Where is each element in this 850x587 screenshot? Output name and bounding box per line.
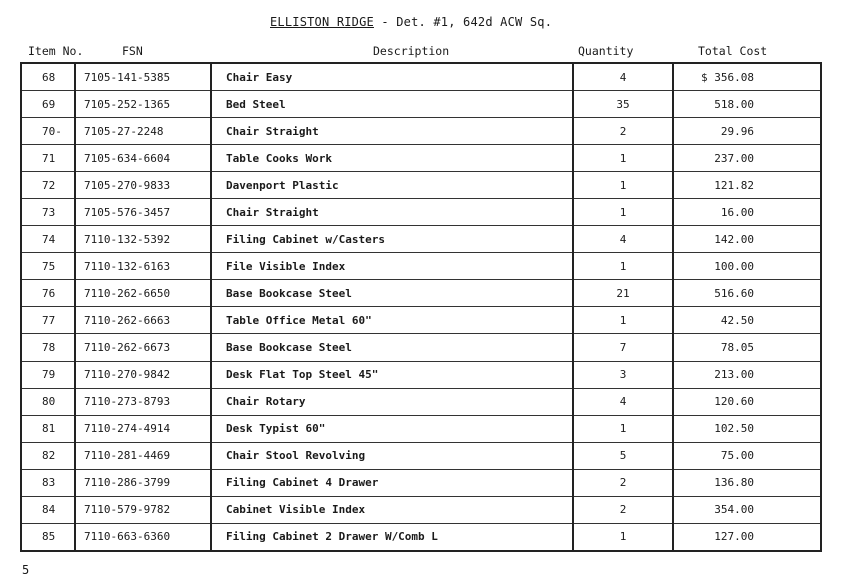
description-cell: Chair Stool Revolving	[211, 442, 573, 469]
item-number-cell: 72	[21, 172, 75, 199]
item-number-cell: 82	[21, 442, 75, 469]
total-cost-cell: 516.60	[673, 280, 821, 307]
quantity-cell: 3	[573, 361, 673, 388]
item-number-cell: 80	[21, 388, 75, 415]
header-quantity: Quantity	[578, 44, 634, 58]
table-row	[21, 415, 821, 442]
item-number-cell: 79	[21, 361, 75, 388]
description-cell: Base Bookcase Steel	[211, 280, 573, 307]
item-number-cell: 76	[21, 280, 75, 307]
table-row	[21, 523, 821, 551]
item-number-cell: 78	[21, 334, 75, 361]
total-cost-cell: 518.00	[673, 91, 821, 118]
total-cost-cell: 16.00	[673, 199, 821, 226]
fsn-cell: 7105-576-3457	[75, 199, 211, 226]
header-item-no: Item No.	[28, 44, 84, 58]
item-number-cell: 71	[21, 145, 75, 172]
quantity-cell: 2	[573, 469, 673, 496]
table-row	[21, 361, 821, 388]
fsn-cell: 7105-141-5385	[75, 63, 211, 91]
fsn-cell: 7110-262-6673	[75, 334, 211, 361]
quantity-cell: 1	[573, 415, 673, 442]
title-detail: - Det. #1, 642d ACW Sq.	[381, 15, 553, 29]
description-cell: Davenport Plastic	[211, 172, 573, 199]
quantity-cell: 4	[573, 63, 673, 91]
item-number-cell: 84	[21, 496, 75, 523]
total-cost-cell: 29.96	[673, 118, 821, 145]
quantity-cell: 1	[573, 523, 673, 551]
total-cost-cell: 213.00	[673, 361, 821, 388]
description-cell: File Visible Index	[211, 253, 573, 280]
quantity-cell: 1	[573, 307, 673, 334]
quantity-cell: 1	[573, 172, 673, 199]
table-row	[21, 469, 821, 496]
fsn-cell: 7110-262-6650	[75, 280, 211, 307]
table-row	[21, 334, 821, 361]
quantity-cell: 21	[573, 280, 673, 307]
item-number-cell: 81	[21, 415, 75, 442]
item-number-cell: 83	[21, 469, 75, 496]
total-cost-cell: 142.00	[673, 226, 821, 253]
table-row	[21, 280, 821, 307]
quantity-cell: 4	[573, 388, 673, 415]
table-row	[21, 307, 821, 334]
fsn-cell: 7105-270-9833	[75, 172, 211, 199]
fsn-cell: 7105-634-6604	[75, 145, 211, 172]
table-row	[21, 388, 821, 415]
total-cost-cell: 354.00	[673, 496, 821, 523]
table-row	[21, 496, 821, 523]
quantity-cell: 1	[573, 253, 673, 280]
description-cell: Desk Typist 60"	[211, 415, 573, 442]
table-row	[21, 253, 821, 280]
item-number-cell: 68	[21, 63, 75, 91]
description-cell: Chair Straight	[211, 118, 573, 145]
inventory-table-body	[21, 63, 821, 551]
table-row	[21, 199, 821, 226]
quantity-cell: 1	[573, 199, 673, 226]
description-cell: Cabinet Visible Index	[211, 496, 573, 523]
description-cell: Filing Cabinet 4 Drawer	[211, 469, 573, 496]
quantity-cell: 1	[573, 145, 673, 172]
fsn-cell: 7110-132-5392	[75, 226, 211, 253]
quantity-cell: 2	[573, 118, 673, 145]
table-row	[21, 145, 821, 172]
quantity-cell: 5	[573, 442, 673, 469]
fsn-cell: 7105-27-2248	[75, 118, 211, 145]
header-total-cost: Total Cost	[698, 44, 768, 58]
item-number-cell: 70-	[21, 118, 75, 145]
fsn-cell: 7105-252-1365	[75, 91, 211, 118]
description-cell: Table Office Metal 60"	[211, 307, 573, 334]
total-cost-cell: 75.00	[673, 442, 821, 469]
item-number-cell: 73	[21, 199, 75, 226]
document-title	[270, 15, 552, 29]
fsn-cell: 7110-132-6163	[75, 253, 211, 280]
total-cost-cell: 42.50	[673, 307, 821, 334]
item-number-cell: 75	[21, 253, 75, 280]
item-number-cell: 85	[21, 523, 75, 551]
fsn-cell: 7110-273-8793	[75, 388, 211, 415]
item-number-cell: 74	[21, 226, 75, 253]
fsn-cell: 7110-262-6663	[75, 307, 211, 334]
fsn-cell: 7110-579-9782	[75, 496, 211, 523]
fsn-cell: 7110-270-9842	[75, 361, 211, 388]
description-cell: Filing Cabinet 2 Drawer W/Comb L	[211, 523, 573, 551]
header-fsn: FSN	[122, 44, 143, 58]
total-cost-cell: 136.80	[673, 469, 821, 496]
quantity-cell: 4	[573, 226, 673, 253]
table-row	[21, 91, 821, 118]
description-cell: Filing Cabinet w/Casters	[211, 226, 573, 253]
table-row	[21, 172, 821, 199]
description-cell: Table Cooks Work	[211, 145, 573, 172]
table-row	[21, 118, 821, 145]
description-cell: Bed Steel	[211, 91, 573, 118]
fsn-cell: 7110-286-3799	[75, 469, 211, 496]
fsn-cell: 7110-281-4469	[75, 442, 211, 469]
table-row	[21, 63, 821, 91]
quantity-cell: 7	[573, 334, 673, 361]
description-cell: Chair Straight	[211, 199, 573, 226]
item-number-cell: 69	[21, 91, 75, 118]
total-cost-cell: 102.50	[673, 415, 821, 442]
quantity-cell: 2	[573, 496, 673, 523]
quantity-cell: 35	[573, 91, 673, 118]
total-cost-cell: 121.82	[673, 172, 821, 199]
fsn-cell: 7110-274-4914	[75, 415, 211, 442]
total-cost-cell: 127.00	[673, 523, 821, 551]
total-cost-cell: 237.00	[673, 145, 821, 172]
description-cell: Chair Rotary	[211, 388, 573, 415]
description-cell: Base Bookcase Steel	[211, 334, 573, 361]
fsn-cell: 7110-663-6360	[75, 523, 211, 551]
item-number-cell: 77	[21, 307, 75, 334]
total-cost-cell: 100.00	[673, 253, 821, 280]
table-row	[21, 442, 821, 469]
total-cost-cell: 78.05	[673, 334, 821, 361]
inventory-table	[20, 62, 822, 552]
table-row	[21, 226, 821, 253]
total-cost-cell: $ 356.08	[673, 63, 821, 91]
header-description: Description	[373, 44, 450, 58]
total-cost-cell: 120.60	[673, 388, 821, 415]
page-number: 5	[22, 563, 30, 577]
description-cell: Chair Easy	[211, 63, 573, 91]
title-location: ELLISTON RIDGE	[270, 15, 374, 29]
description-cell: Desk Flat Top Steel 45"	[211, 361, 573, 388]
